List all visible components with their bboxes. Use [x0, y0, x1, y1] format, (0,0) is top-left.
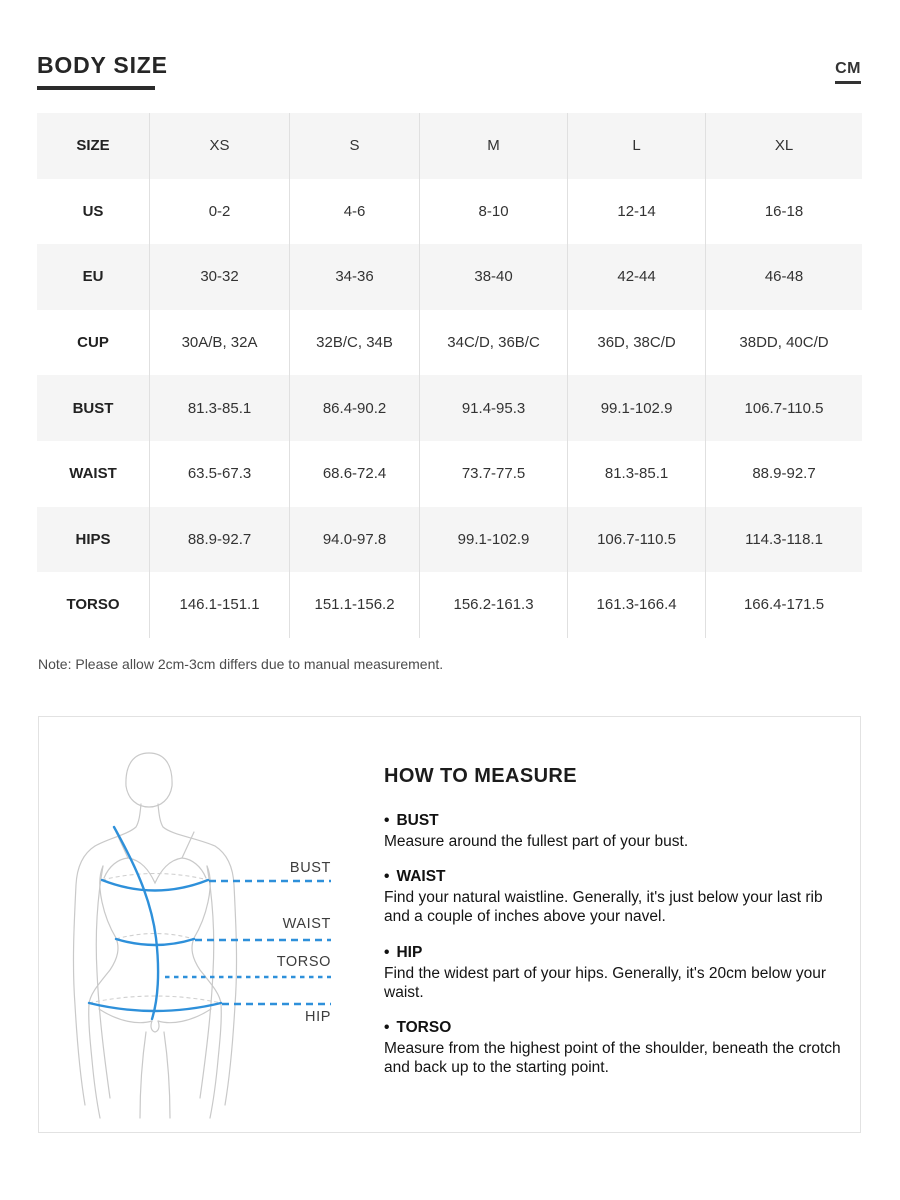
bullet-icon: •	[384, 1019, 390, 1037]
size-cell: 0-2	[149, 179, 289, 245]
size-cell: 146.1-151.1	[149, 572, 289, 638]
howto-item-label: TORSO	[396, 1019, 452, 1037]
size-cell: 4-6	[289, 179, 419, 245]
size-cell: M	[419, 113, 567, 179]
howto-item-heading	[384, 868, 852, 886]
size-cell: 32B/C, 34B	[289, 310, 419, 376]
size-cell: 81.3-85.1	[149, 375, 289, 441]
size-cell: 166.4-171.5	[705, 572, 862, 638]
page-title-text: BODY SIZE	[37, 52, 168, 78]
size-cell: 88.9-92.7	[705, 441, 862, 507]
unit-toggle-cm[interactable]: CM	[835, 60, 861, 84]
size-cell: 161.3-166.4	[567, 572, 705, 638]
howto-item-waist	[384, 868, 852, 926]
row-label-hips: HIPS	[37, 507, 149, 573]
how-to-measure-section	[384, 765, 852, 1095]
size-cell: 30A/B, 32A	[149, 310, 289, 376]
size-cell: 16-18	[705, 179, 862, 245]
size-cell: 36D, 38C/D	[567, 310, 705, 376]
row-label-eu: EU	[37, 244, 149, 310]
how-to-measure-box	[38, 716, 861, 1133]
size-cell: 106.7-110.5	[705, 375, 862, 441]
size-cell: 12-14	[567, 179, 705, 245]
howto-item-hip	[384, 944, 852, 1002]
bullet-icon: •	[384, 812, 390, 829]
howto-item-heading	[384, 1019, 852, 1037]
row-label-torso: TORSO	[37, 572, 149, 638]
bullet-icon: •	[384, 943, 390, 961]
size-cell: 38DD, 40C/D	[705, 310, 862, 376]
size-cell: 63.5-67.3	[149, 441, 289, 507]
size-cell: 156.2-161.3	[419, 572, 567, 638]
size-cell: XL	[705, 113, 862, 179]
size-cell: 46-48	[705, 244, 862, 310]
size-cell: 99.1-102.9	[419, 507, 567, 573]
figure-label-bust: BUST	[289, 860, 331, 876]
howto-item-bust	[384, 812, 852, 851]
size-cell: 106.7-110.5	[567, 507, 705, 573]
body-measurement-figure	[39, 720, 369, 1120]
size-cell: 34C/D, 36B/C	[419, 310, 567, 376]
measurement-note: Note: Please allow 2cm-3cm differs due to manual measurement.	[38, 656, 444, 672]
size-cell: 151.1-156.2	[289, 572, 419, 638]
size-cell: 68.6-72.4	[289, 441, 419, 507]
row-label-cup: CUP	[37, 310, 149, 376]
figure-label-hip: HIP	[305, 1009, 331, 1025]
title-underline	[37, 86, 155, 90]
size-cell: 88.9-92.7	[149, 507, 289, 573]
size-cell: 73.7-77.5	[419, 441, 567, 507]
howto-item-text: Measure around the fullest part of your bust.	[384, 833, 689, 850]
size-cell: 114.3-118.1	[705, 507, 862, 573]
row-label-size: SIZE	[37, 113, 149, 179]
size-cell: XS	[149, 113, 289, 179]
howto-item-text: Find your natural waistline. Generally, it's just below your last rib and a couple of inches above your navel.	[384, 889, 823, 926]
howto-item-label: WAIST	[396, 868, 446, 886]
figure-label-torso: TORSO	[276, 954, 331, 970]
howto-item-label: BUST	[396, 812, 439, 829]
size-cell: 34-36	[289, 244, 419, 310]
howto-item-heading	[384, 812, 852, 830]
size-cell: 99.1-102.9	[567, 375, 705, 441]
row-label-waist: WAIST	[37, 441, 149, 507]
size-cell: 8-10	[419, 179, 567, 245]
size-cell: 42-44	[567, 244, 705, 310]
size-table	[37, 113, 862, 638]
size-cell: 30-32	[149, 244, 289, 310]
size-cell: 94.0-97.8	[289, 507, 419, 573]
size-cell: 81.3-85.1	[567, 441, 705, 507]
bullet-icon: •	[384, 868, 390, 886]
howto-item-label: HIP	[396, 943, 423, 961]
howto-item-text: Find the widest part of your hips. Generally, it's 20cm below your waist.	[384, 964, 827, 1001]
row-label-us: US	[37, 179, 149, 245]
size-cell: 91.4-95.3	[419, 375, 567, 441]
page-title	[37, 52, 168, 90]
row-label-bust: BUST	[37, 375, 149, 441]
size-cell: S	[289, 113, 419, 179]
howto-item-heading	[384, 944, 852, 962]
howto-item-text: Measure from the highest point of the shoulder, beneath the crotch and back up to the starting point.	[384, 1040, 841, 1077]
howto-item-torso	[384, 1019, 852, 1077]
size-cell: 86.4-90.2	[289, 375, 419, 441]
figure-label-waist: WAIST	[282, 916, 331, 932]
size-cell: L	[567, 113, 705, 179]
size-cell: 38-40	[419, 244, 567, 310]
how-to-measure-title: HOW TO MEASURE	[384, 765, 578, 787]
